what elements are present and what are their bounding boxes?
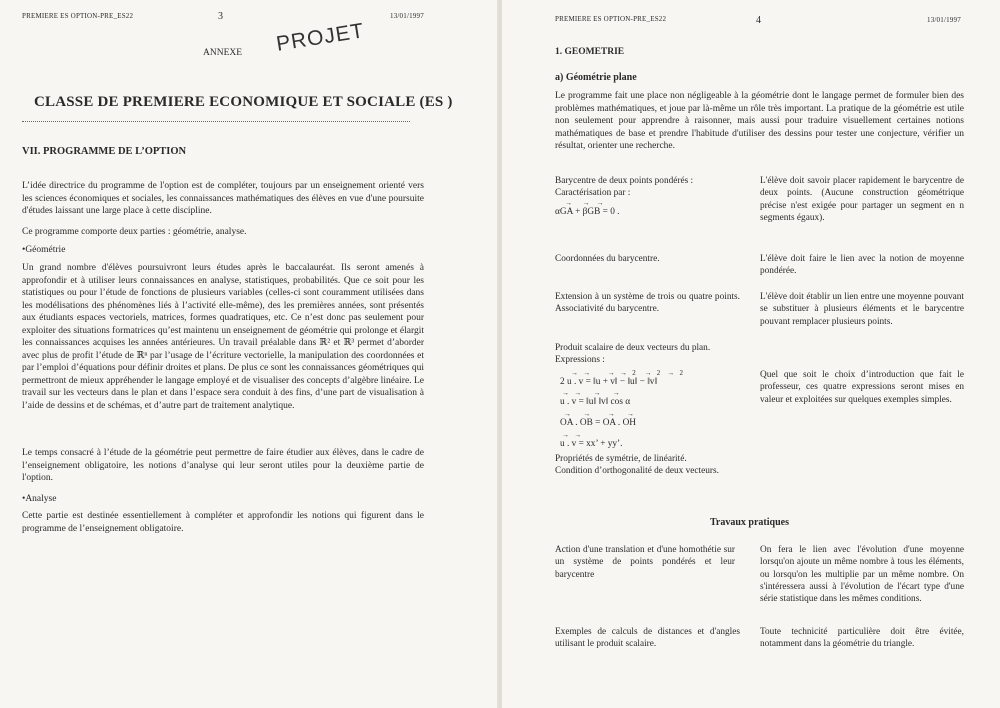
row1-comment: L'élève doit savoir placer rapidement le barycentre de deux points. (Aucune construction géométrique précise n'est exigée pour partager un segment en n segments égaux). <box>760 176 964 223</box>
annexe-label: ANNEXE <box>203 48 243 58</box>
scalar-formula-4: u . v = xx’ + yy’. <box>560 439 623 449</box>
section-heading: VII. PROGRAMME DE L’OPTION <box>22 146 187 157</box>
vector-arrows: → → → → 2 → 2 → 2 <box>571 369 683 377</box>
tp-row1-content: Action d'une translation et d'une homothétie sur un système de points pondérés et leur barycentre <box>555 545 735 580</box>
vector-arrows: → → → → <box>564 410 634 418</box>
page-header-right: PREMIERE ES OPTION-PRE_ES22 <box>555 15 667 23</box>
vector-arrows: → → → <box>565 199 604 207</box>
page-header-left: PREMIERE ES OPTION-PRE_ES22 <box>22 12 134 20</box>
row1-content: Barycentre de deux points pondérés : Caractérisation par : <box>555 176 694 199</box>
geometrie-bullet: •Géométrie <box>22 245 66 255</box>
barycentre-formula: αGA + βGB = 0 . <box>555 207 620 217</box>
vector-arrows: → → <box>562 431 582 439</box>
page-title: CLASSE DE PREMIERE ECONOMIQUE ET SOCIALE (ES ) <box>34 94 453 110</box>
parts-paragraph: Ce programme comporte deux parties : géométrie, analyse. <box>22 227 247 237</box>
subsection-heading: a) Géométrie plane <box>555 72 637 83</box>
scalar-formula-3: OA . OB = OA . OH <box>560 418 637 428</box>
page-number-right: 4 <box>756 15 761 26</box>
section-heading-geometrie: 1. GEOMETRIE <box>555 47 625 57</box>
page-number-left: 3 <box>218 11 223 22</box>
row2-comment: L'élève doit faire le lien avec la notion de moyenne pondérée. <box>760 254 964 277</box>
intro-paragraph: L’idée directrice du programme de l'option est de compléter, toujours par un enseignement orienté vers les sciences économiques et sociales, les connaissances mathématiques des élèves en vue d'une poursuite d'études laissant une large place à cette discipline. <box>22 181 424 216</box>
tp-row1-comment: On fera le lien avec l'évolution d'une moyenne lorsqu'on ajoute un même nombre à tous les éléments, ou lorsqu'on les multiplie par un même nombre. On s'intéressera aussi à l'évolution de l'écart type d'une série statistique dans les mêmes conditions. <box>760 545 964 605</box>
scalar-formula-1: 2 u . v = ‖u + v‖ − ‖u‖ − ‖v‖ <box>560 377 658 387</box>
travaux-pratiques-heading: Travaux pratiques <box>710 517 789 528</box>
row3-content: Extension à un système de trois ou quatre points. Associativité du barycentre. <box>555 292 740 315</box>
page-date-right: 13/01/1997 <box>927 16 961 24</box>
scalar-formula-2: u . v = ‖u‖ ‖v‖ cos α <box>560 397 631 407</box>
tp-row2-comment: Toute technicité particulière doit être évitée, notamment dans la géométrie du triangle. <box>760 627 964 650</box>
row2-content: Coordonnées du barycentre. <box>555 254 660 264</box>
analyse-bullet: •Analyse <box>22 494 57 504</box>
row3-comment: L'élève doit établir un lien entre une moyenne pouvant se substituer à plusieurs éléments et le barycentre pouvant remplacer plusieurs points. <box>760 292 964 327</box>
temps-paragraph: Le temps consacré à l’étude de la géométrie peut permettre de faire étudier aux élèves, dans le cadre de l’enseignement obligatoire, les notions d’analyse qui leur seront utiles pour la deuxième partie de l'option. <box>22 448 424 483</box>
geometrie-intro-paragraph: Le programme fait une place non négligeable à la géométrie dont le langage permet de formuler bien des problèmes mathématiques, et joue par là-même un rôle très important. La pratique de la géométrie est utile non seulement pour apprendre à raisonner, mais aussi pour traduire visuellement certaines notions mathématiques de base et prendre l'habitude d'utiliser des dessins pour tester une conjecture, vérifier un résultat, orienter une recherche. <box>555 91 964 151</box>
projet-stamp: PROJET <box>274 19 367 56</box>
analyse-paragraph: Cette partie est destinée essentiellement à compléter et approfondir les notions qui figurent dans le programme de l’enseignement obligatoire. <box>22 511 424 534</box>
row4-content: Produit scalaire de deux vecteurs du plan. Expressions : <box>555 343 711 366</box>
page-date-left: 13/01/1997 <box>390 12 424 20</box>
dotted-divider <box>22 121 410 122</box>
row4-properties: Propriétés de symétrie, de linéarité. Condition d’orthogonalité de deux vecteurs. <box>555 454 719 477</box>
tp-row2-content: Exemples de calculs de distances et d'angles utilisant le produit scalaire. <box>555 627 740 650</box>
vector-arrows: → → → → <box>562 389 620 397</box>
geometrie-paragraph: Un grand nombre d'élèves poursuivront leurs études après le baccalauréat. Ils seront amenés à approfondir et à utiliser leurs connaissances en analyse, statistiques, probabilités. Que ce soit pour les statistiques ou pour l’étude de fonctions de plusieurs variables (celles-ci sont couramment utilisées dans les modélisations des phénomènes liés à l’activité elle-même), des les premières années, sont présentés aux étudiants espaces vectoriels, matrices, formes quadratiques, etc. Ce n’est donc pas seulement pour exploiter des situations formatrices qu’est maintenu un enseignement de géométrie qui prolonge et élargit les connaissances acquises les années antérieures. Un travail préalable dans ℝ² et ℝ³ permet d’aborder avec plus de profit l’étude de ℝⁿ par l’usage de l’écriture vectorielle, la manipulation des coordonnées et par l’emploi d’équations pour définir droites et plans. De plus ce sont les connaissances géométriques qui permettront de mieux appréhender le langage employé et de visualiser des concepts d’algèbre linéaire. Le travail sur les vecteurs dans le plan et dans l’espace sera conduit à des fins, d’une part de visualisation à l’aide de dessins et de schémas, et d’autre part de traitement analytique. <box>22 263 424 411</box>
left-page <box>0 0 498 708</box>
right-page <box>502 0 1000 708</box>
row4-comment: Quel que soit le choix d’introduction que fait le professeur, ces quatre expressions seront mises en valeur et exploitées sur quelques exemples simples. <box>760 370 964 405</box>
